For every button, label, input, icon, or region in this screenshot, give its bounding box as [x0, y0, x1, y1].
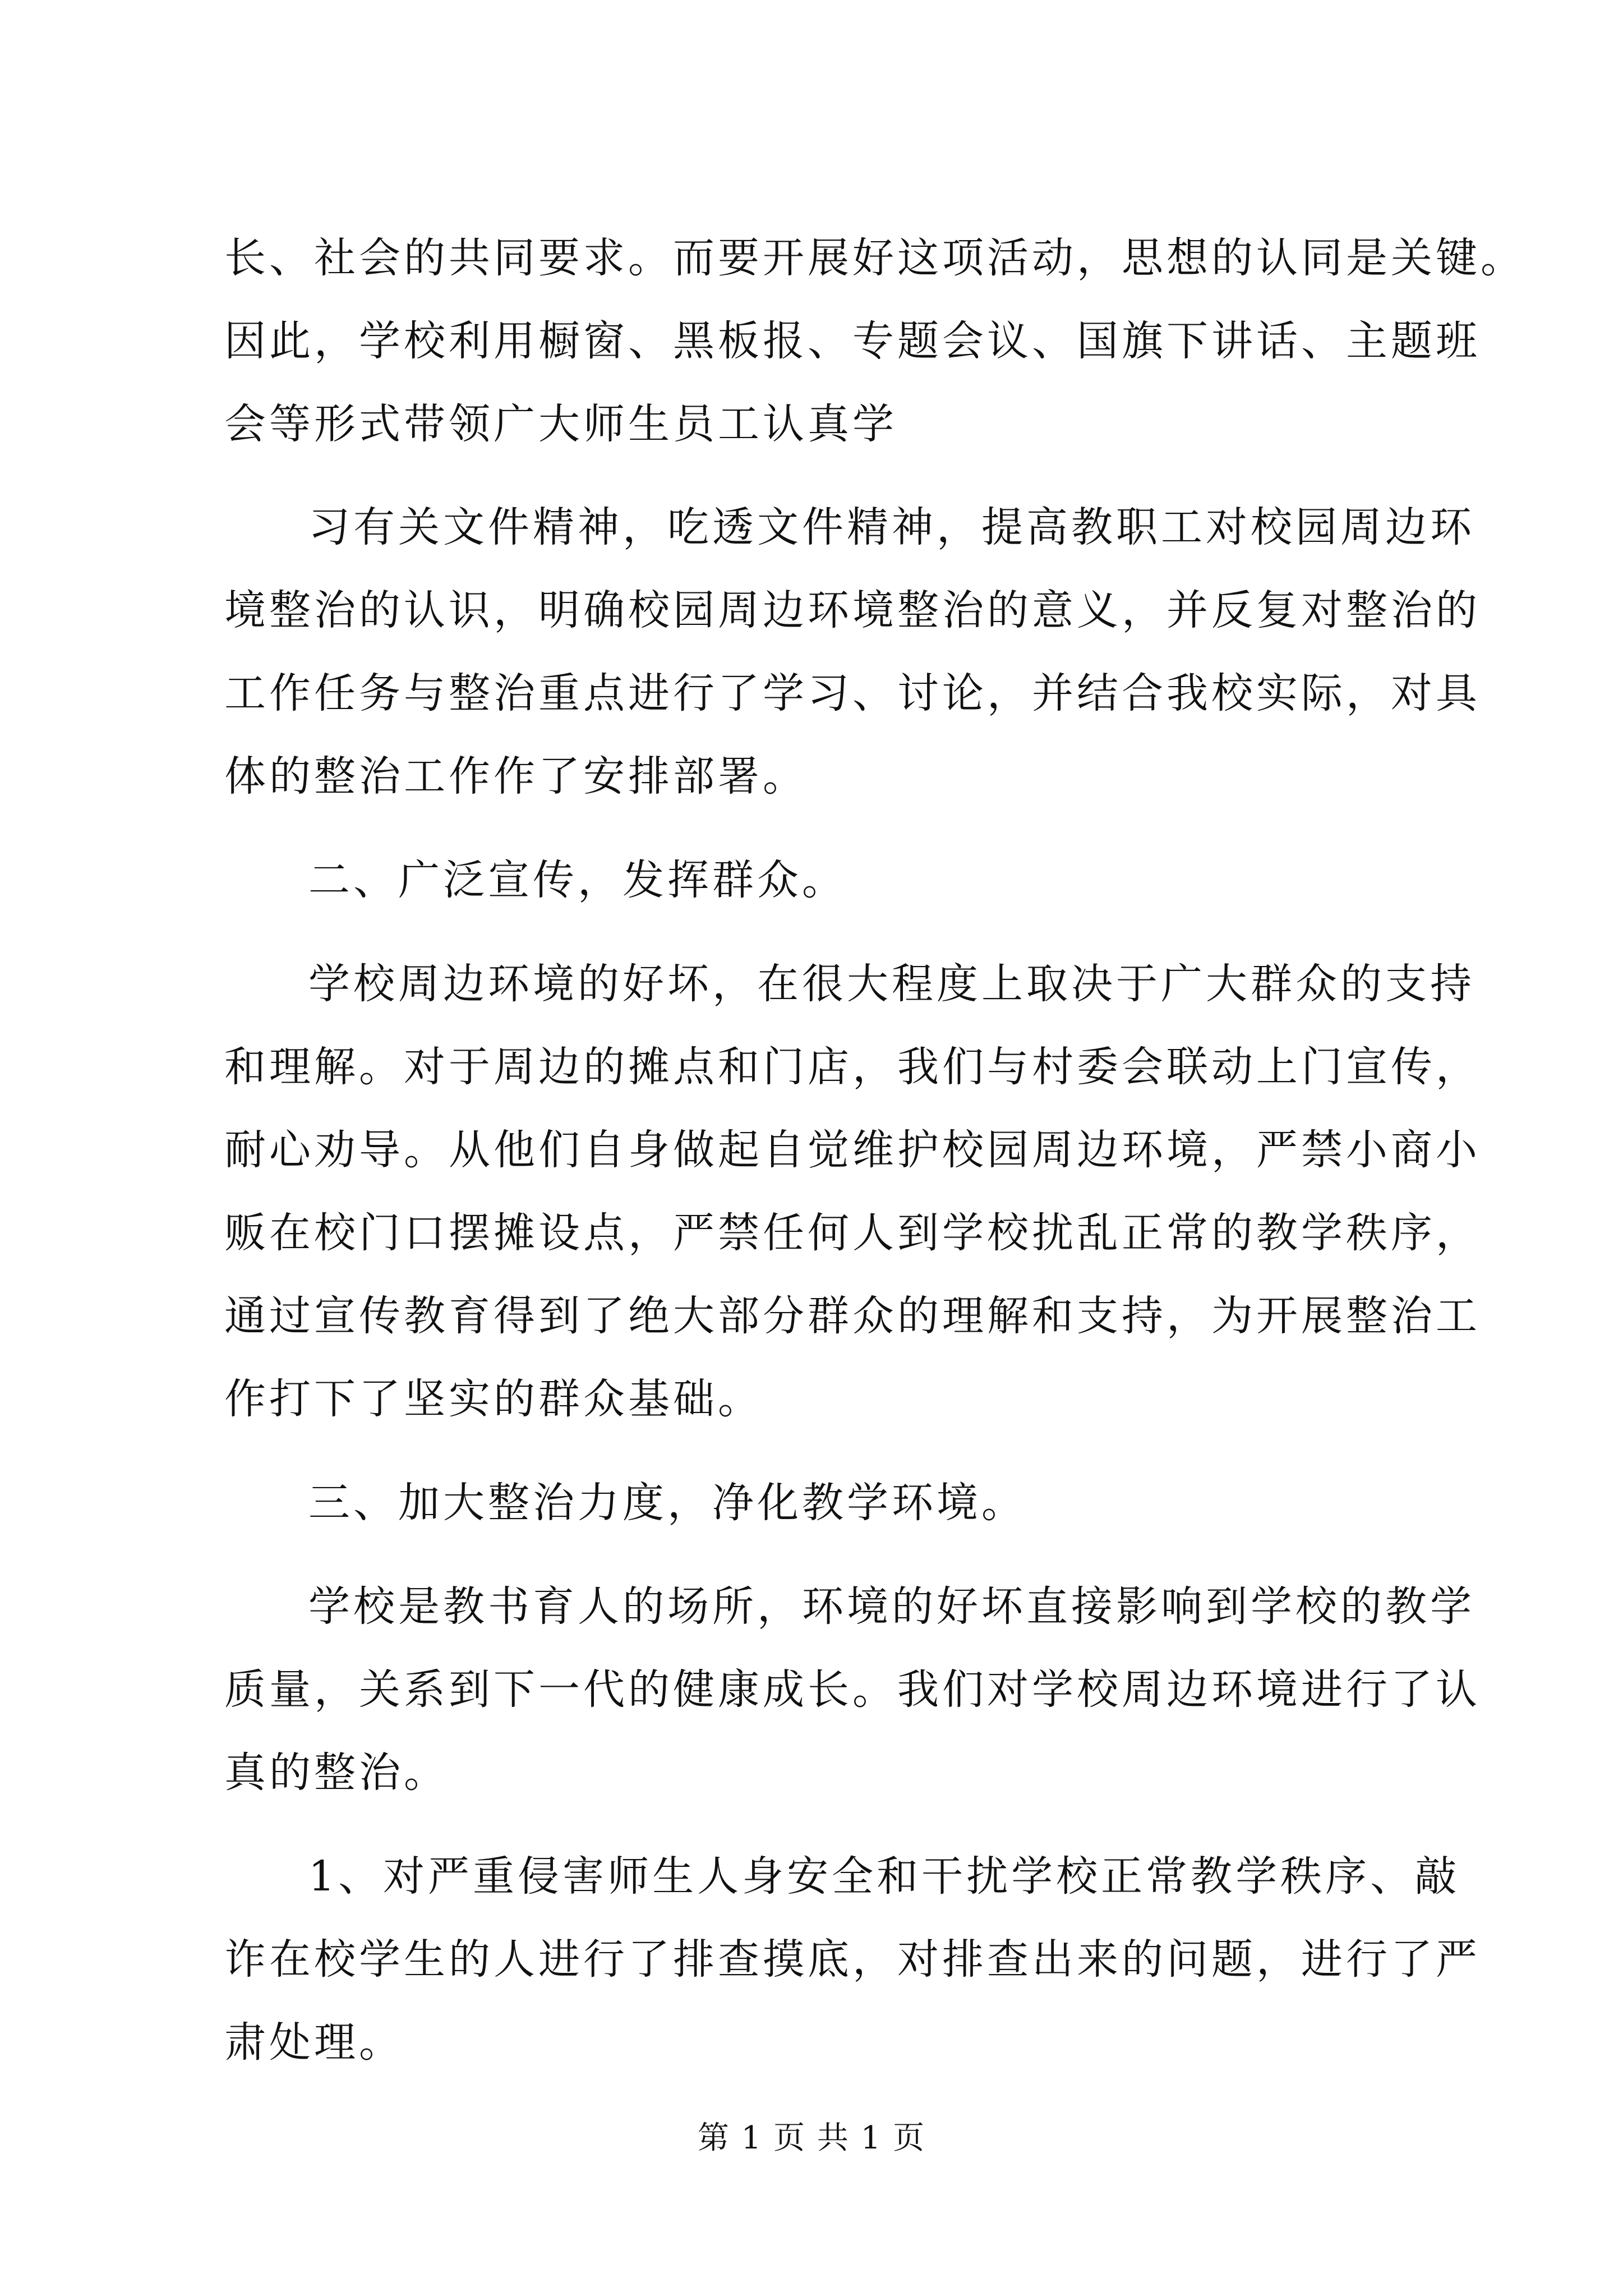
page-footer: 第 1 页 共 1 页	[697, 2120, 926, 2156]
text-line: 耐心劝导。从他们自身做起自觉维护校园周边环境，严禁小商小	[224, 1126, 1481, 1174]
text-line: 和理解。对于周边的摊点和门店，我们与村委会联动上门宣传，	[224, 1043, 1481, 1091]
text-line: 工作任务与整治重点进行了学习、讨论，并结合我校实际，对具	[224, 669, 1481, 717]
text-line: 诈在校学生的人进行了排查摸底，对排查出来的问题，进行了严	[224, 1935, 1481, 1984]
text-line: 学校周边环境的好坏，在很大程度上取决于广大群众的支持	[308, 960, 1475, 1008]
text-line: 真的整治。	[224, 1749, 449, 1797]
text-line: 1、对严重侵害师生人身安全和干扰学校正常教学秩序、敲	[308, 1852, 1460, 1901]
section-heading: 三、加大整治力度，净化教学环境。	[308, 1479, 1026, 1527]
text-line: 贩在校门口摆摊设点，严禁任何人到学校扰乱正常的教学秩序，	[224, 1209, 1481, 1257]
text-line: 会等形式带领广大师生员工认真学	[224, 400, 897, 448]
text-line: 因此，学校利用橱窗、黑板报、专题会议、国旗下讲话、主题班	[224, 317, 1481, 365]
text-line: 长、社会的共同要求。而要开展好这项活动，思想的认同是关键。	[224, 234, 1525, 282]
text-line: 学校是教书育人的场所，环境的好坏直接影响到学校的教学	[308, 1582, 1475, 1631]
text-line: 肃处理。	[224, 2018, 404, 2067]
text-line: 境整治的认识，明确校园周边环境整治的意义，并反复对整治的	[224, 586, 1481, 634]
text-line: 体的整治工作作了安排部署。	[224, 752, 808, 800]
text-line: 作打下了坚实的群众基础。	[224, 1375, 763, 1423]
text-line: 通过宣传教育得到了绝大部分群众的理解和支持，为开展整治工	[224, 1292, 1481, 1340]
section-heading: 二、广泛宣传，发挥群众。	[308, 856, 847, 904]
text-line: 习有关文件精神，吃透文件精神，提高教职工对校园周边环	[308, 503, 1475, 551]
text-line: 质量，关系到下一代的健康成长。我们对学校周边环境进行了认	[224, 1665, 1481, 1714]
